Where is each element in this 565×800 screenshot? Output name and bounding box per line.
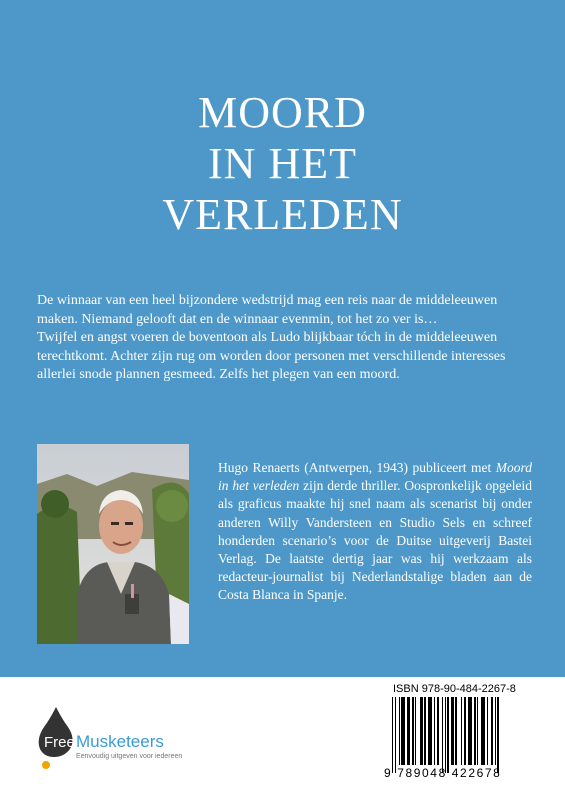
blurb — [37, 292, 535, 385]
barcode-bar — [445, 697, 446, 773]
barcode-number: 9 789048 422678 — [384, 766, 502, 780]
barcode-bar — [437, 697, 440, 765]
publisher-tagline: Eenvoudig uitgeven voor iedereen — [76, 753, 183, 760]
barcode-bar — [420, 697, 423, 765]
barcode-bar — [392, 697, 393, 773]
isbn-barcode — [380, 683, 545, 793]
barcode-bar — [434, 697, 435, 765]
barcode-bar — [468, 697, 472, 765]
barcode-bar — [461, 697, 462, 765]
barcode-bar — [395, 697, 396, 773]
barcode-bar — [474, 697, 475, 765]
barcode-bar — [447, 697, 448, 773]
author-portrait-icon — [37, 444, 189, 644]
publisher-logo — [36, 705, 216, 775]
barcode-bar — [491, 697, 494, 765]
barcode-bar — [487, 697, 488, 765]
publisher-name-musketeers: Musketeers — [76, 732, 164, 751]
barcode-bar — [415, 697, 416, 765]
barcode-bar — [401, 697, 405, 765]
barcode-bar — [412, 697, 413, 765]
barcode-bar — [495, 697, 496, 765]
title-line-2: IN HET — [208, 139, 357, 188]
blurb-paragraph-2: Twijfel en angst voeren de boventoon als Ludo blijkbaar tóch in de middeleeuwen terechtkomt. Achter zijn rug om worden door personen met verschillende interesses allerlei snode plannen gesmeed. Zelfs het plegen van een moord. — [37, 330, 506, 382]
barcode-bar — [428, 697, 432, 765]
barcode-bar — [497, 697, 498, 773]
book-title — [0, 87, 565, 240]
bio-book-title: Moord in het verleden — [218, 460, 533, 494]
title-line-3: VERLEDEN — [162, 190, 403, 239]
publisher-name-free: Free — [44, 734, 75, 751]
barcode-bar — [407, 697, 410, 765]
barcode-bar — [477, 697, 478, 765]
title-line-1: MOORD — [198, 88, 367, 137]
barcode-bar — [464, 697, 467, 765]
author-photo — [37, 444, 189, 644]
bio-rest: zijn derde thriller. Oospronkelijk opgeleid als graficus maakte hij snel naam als scenarist bij onder anderen Willy Vandersteen en Studio Sels en schreef honderden scenario’s voor de Duitse uitgeverij Bastei Verlag. De laatste dertig jaar was hij werkzaam als redacteur-journalist bij Nederlandstalige bladen aan de Costa Blanca in Spanje. — [218, 478, 533, 603]
barcode-bar — [451, 697, 454, 765]
barcode-bar — [399, 697, 400, 765]
isbn-label: ISBN 978-90-484-2267-8 — [393, 683, 516, 695]
barcode-bar — [424, 697, 425, 765]
bio-intro: Hugo Renaerts (Antwerpen, 1943) publiceert met — [218, 460, 492, 475]
blurb-paragraph-1: De winnaar van een heel bijzondere wedstrijd mag een reis naar de middeleeuwen maken. Niemand gelooft dat en de winnaar evenmin, tot het zo ver is… — [37, 293, 498, 327]
barcode-bar — [442, 697, 443, 773]
author-bio — [218, 459, 532, 605]
barcode-bar — [481, 697, 485, 765]
barcode-bar — [455, 697, 456, 765]
barcode-bars — [392, 697, 542, 773]
